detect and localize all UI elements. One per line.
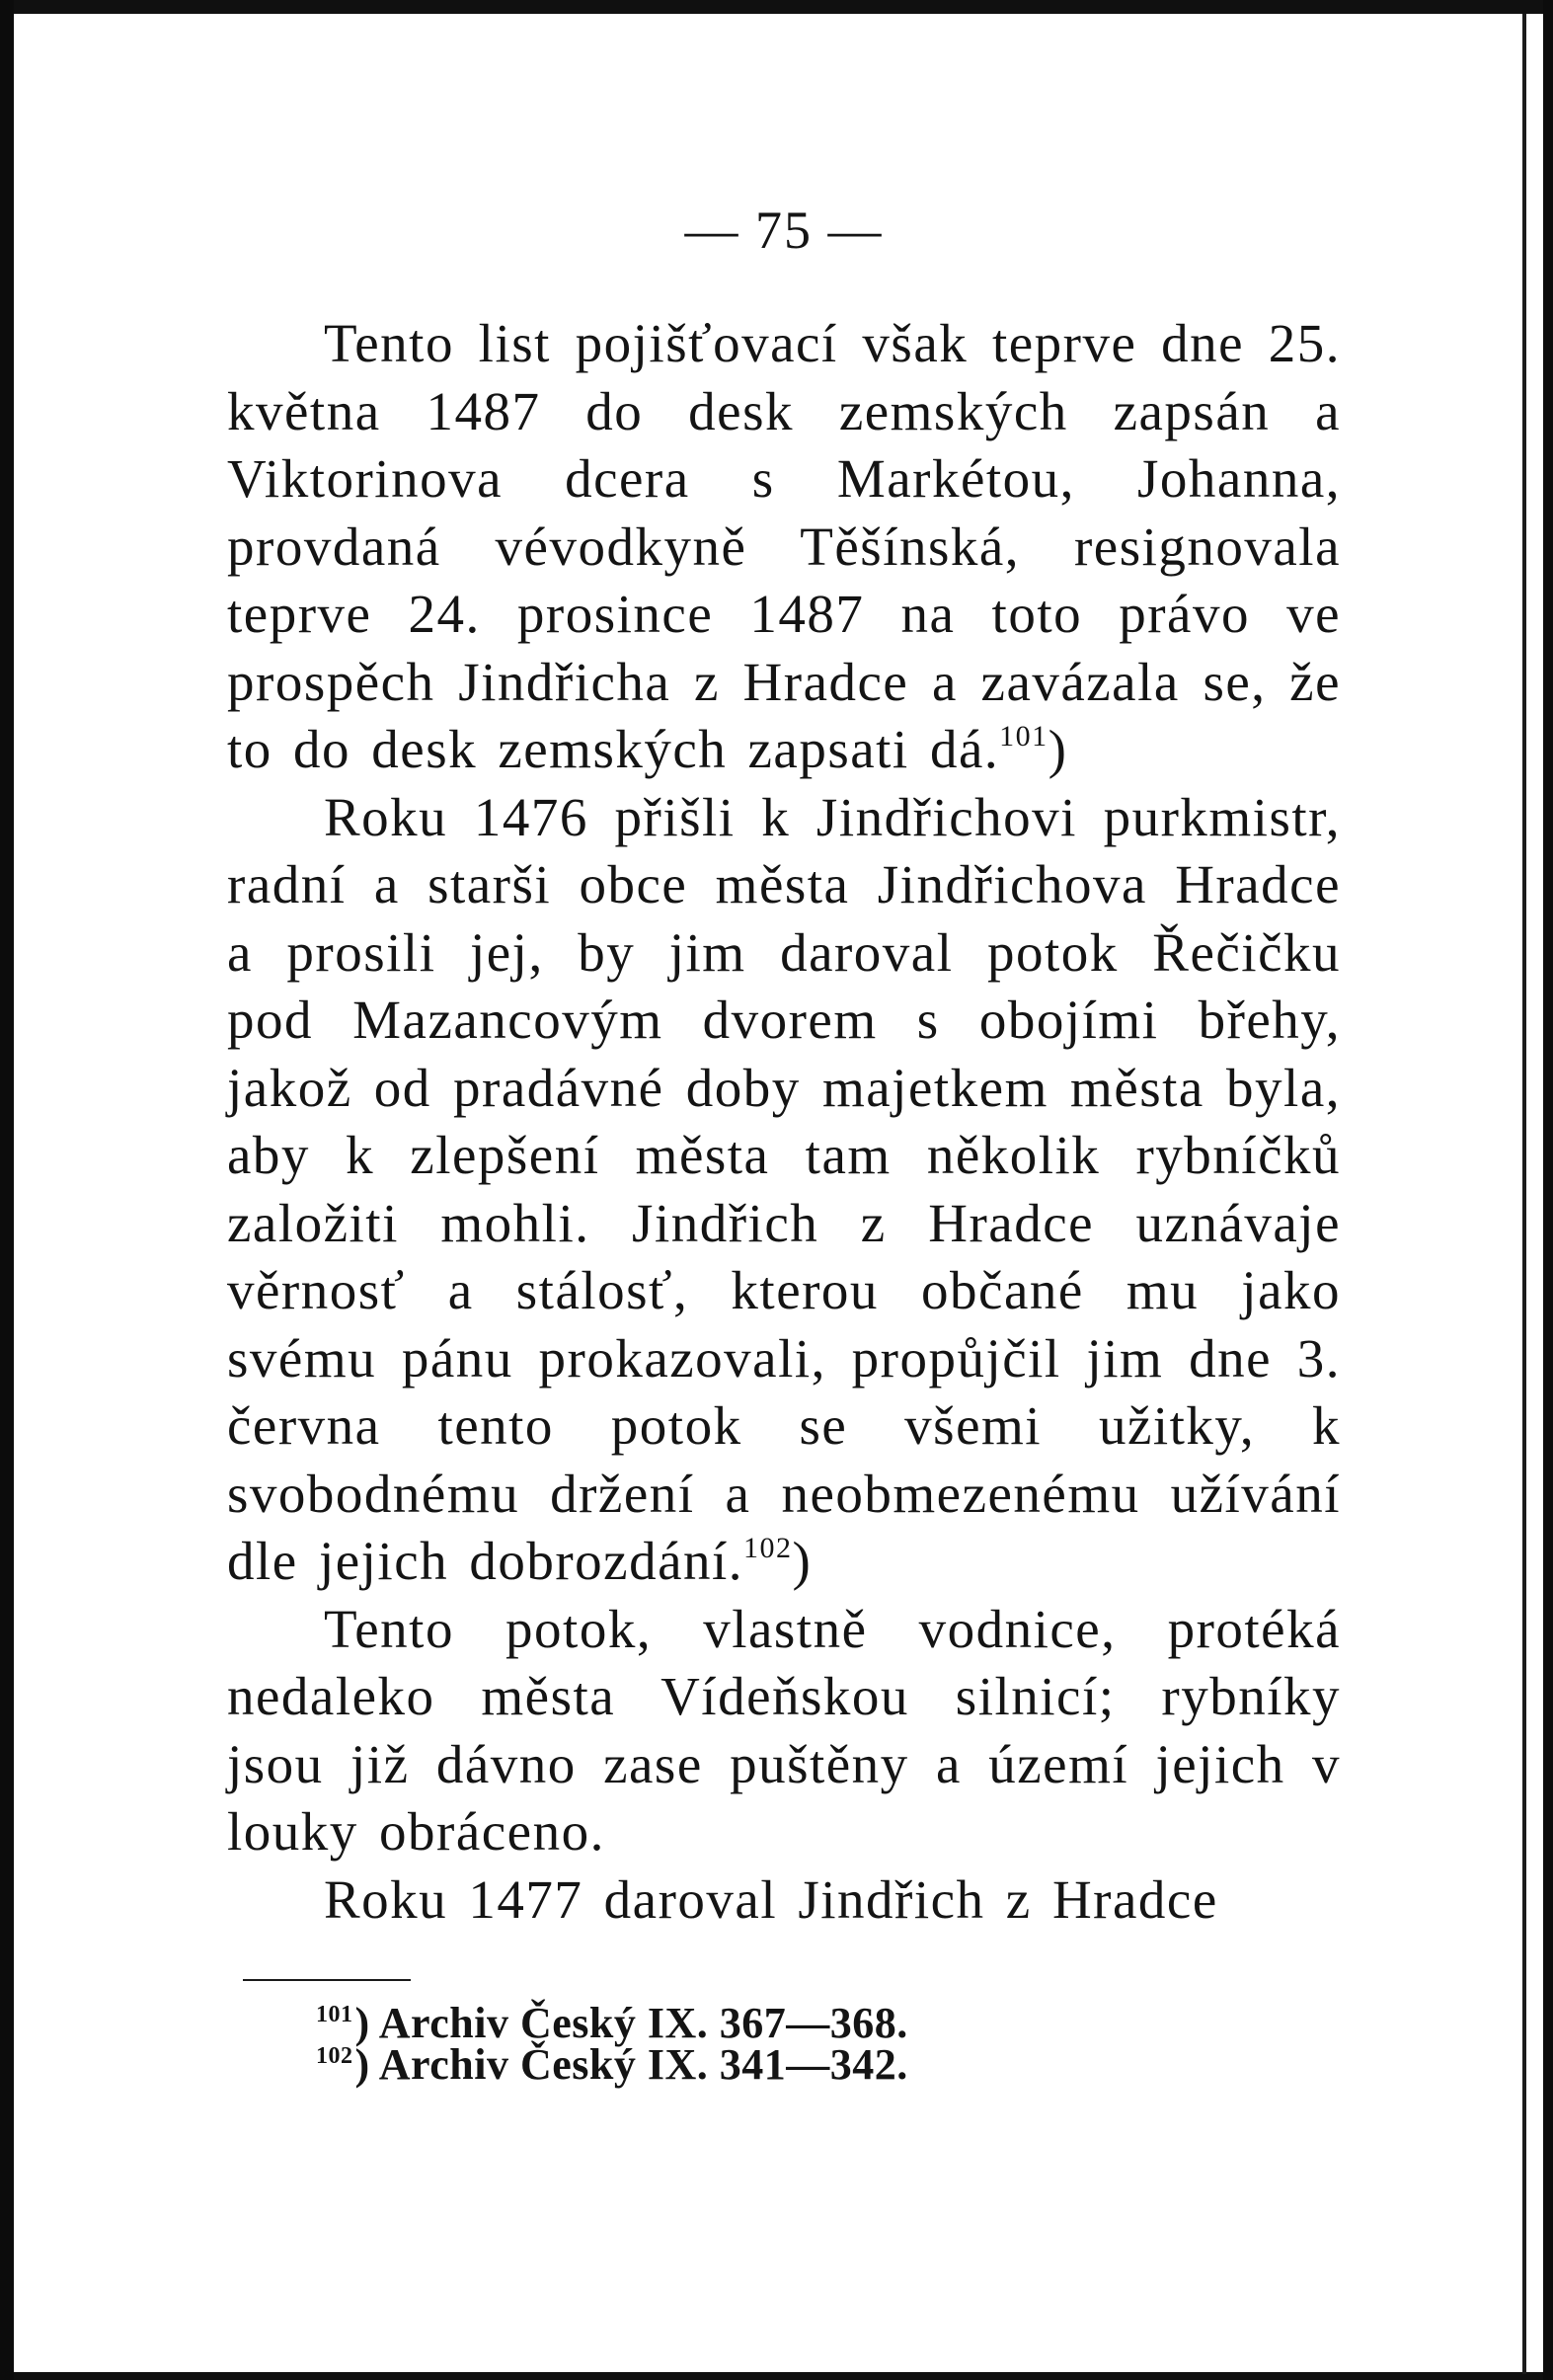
footnote-mark: 102 [316, 2043, 353, 2069]
paragraph-text: Tento list pojišťovací však teprve dne 25. května 1487 do desk zemských zapsán a Viktorinova dcera s Markétou, Johanna, provdaná vévodkyně Těšínská, resignovala teprve 24. prosince 1487 na toto právo ve prospěch Jindřicha z Hradce a zavázala se, že to do desk zemských zapsati dá. [227, 313, 1341, 779]
paragraph-text: Roku 1476 přišli k Jindřichovi purkmistr, radní a starši obce města Jindřichova Hradce a prosili jej, by jim daroval potok Řečičku pod Mazancovým dvorem s obojími břehy, jakož od pradávné doby majetkem města byla, aby k zlepšení města tam několik rybníčků založiti mohli. Jindřich z Hradce uznávaje věrnosť a stálosť, kterou občané mu jako svému pánu prokazovali, propůjčil jim dne 3. června tento potok se všemi užitky, k svobodnému držení a neobmezenému užívání dle jejich dobrozdání. [227, 786, 1341, 1591]
paragraph [227, 784, 1341, 1596]
scan-edge-left [0, 0, 14, 2380]
scan-edge-top [0, 0, 1553, 14]
footnote-reference: 101 [999, 720, 1048, 753]
page-content [227, 198, 1341, 2089]
paragraph [227, 1596, 1341, 1866]
footnote-reference: 102 [743, 1532, 793, 1564]
paragraph [227, 1866, 1341, 1935]
footnote-text: ) Archiv Český IX. 367—368. [354, 1999, 908, 2047]
footnote [316, 1999, 1341, 2047]
page-number: — 75 — [684, 200, 884, 260]
body-text [227, 310, 1341, 1934]
footnote-reference-close: ) [792, 1531, 813, 1591]
footnote-reference-close: ) [1048, 719, 1068, 779]
scan-edge-right [1543, 0, 1553, 2380]
footnote-mark: 101 [316, 2002, 353, 2027]
paragraph-text: Tento potok, vlastně vodnice, protéká nedaleko města Vídeňskou silnicí; rybníky jsou již dávno zase puštěny a území jejich v louky obráceno. [227, 1598, 1341, 1862]
page-fold-line [1522, 14, 1526, 2374]
footnotes [227, 1999, 1341, 2089]
scan-edge-bottom [0, 2372, 1553, 2380]
footnote-separator [243, 1979, 411, 1981]
footnote-text: ) Archiv Český IX. 341—342. [354, 2040, 908, 2089]
paragraph [227, 310, 1341, 784]
footnote [316, 2040, 1341, 2089]
paragraph-text: Roku 1477 daroval Jindřich z Hradce [324, 1868, 1218, 1930]
